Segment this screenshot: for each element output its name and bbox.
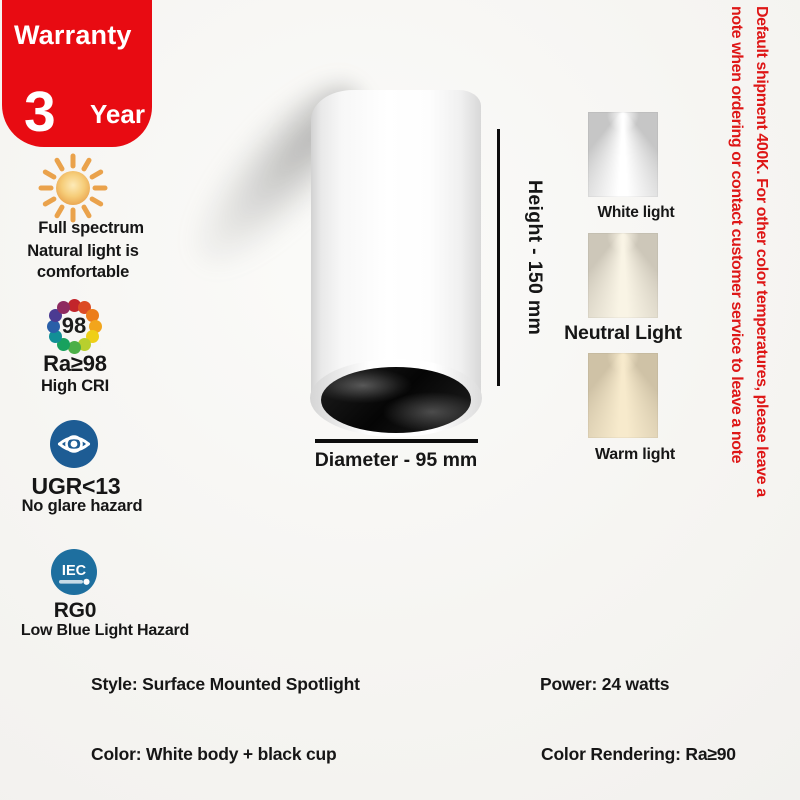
iec-icon	[51, 549, 97, 595]
vertical-note	[724, 6, 774, 584]
diameter-dimension-line	[315, 439, 478, 443]
diameter-dimension-label: Diameter - 95 mm	[314, 449, 478, 471]
warranty-years: 3	[24, 80, 56, 144]
warranty-title: Warranty	[14, 20, 132, 50]
cri-color-wheel-icon	[45, 297, 103, 355]
iec-icon-label: IEC	[61, 563, 87, 579]
feature-full-spectrum-subtitle: Natural light is comfortable	[27, 242, 139, 281]
spec-style: Style: Surface Mounted Spotlight	[91, 674, 360, 694]
feature-high-cri-subtitle: High CRI	[40, 377, 110, 395]
sun-disc	[56, 171, 90, 205]
swatch-neutral-light	[588, 233, 658, 318]
feature-low-blue-title: RG0	[53, 599, 97, 622]
vertical-note-line2: note when ordering or contact customer service to leave a note	[728, 6, 745, 464]
feature-no-glare-subtitle: No glare hazard	[21, 497, 143, 515]
warranty-unit: Year	[90, 99, 145, 129]
spec-color: Color: White body + black cup	[91, 744, 337, 764]
swatch-neutral-light-label: Neutral Light	[564, 322, 682, 344]
spotlight-body	[311, 90, 481, 400]
feature-high-cri-title: Ra≥98	[43, 351, 107, 376]
warranty-badge	[2, 0, 152, 147]
feature-full-spectrum-title: Full spectrum	[38, 219, 144, 237]
feature-low-blue-subtitle: Low Blue Light Hazard	[20, 622, 190, 639]
cri-color-wheel-value: 98	[61, 313, 87, 338]
height-dimension-line	[497, 129, 500, 386]
spec-color-rendering: Color Rendering: Ra≥90	[541, 744, 736, 764]
spotlight-black-cup	[321, 367, 471, 433]
spec-power: Power: 24 watts	[540, 674, 670, 694]
height-dimension-label: Height - 150 mm	[524, 180, 546, 336]
swatch-warm-light-label: Warm light	[594, 446, 676, 463]
feature-no-glare-title: UGR<13	[31, 473, 121, 499]
sun-icon	[35, 150, 111, 226]
vertical-note-line1: Default shipment 400K. For other color temperatures, please leave a	[753, 6, 770, 497]
swatch-warm-light	[588, 353, 658, 438]
swatch-white-light-label: White light	[597, 204, 675, 221]
eye-icon	[50, 420, 98, 468]
swatch-white-light	[588, 112, 658, 197]
